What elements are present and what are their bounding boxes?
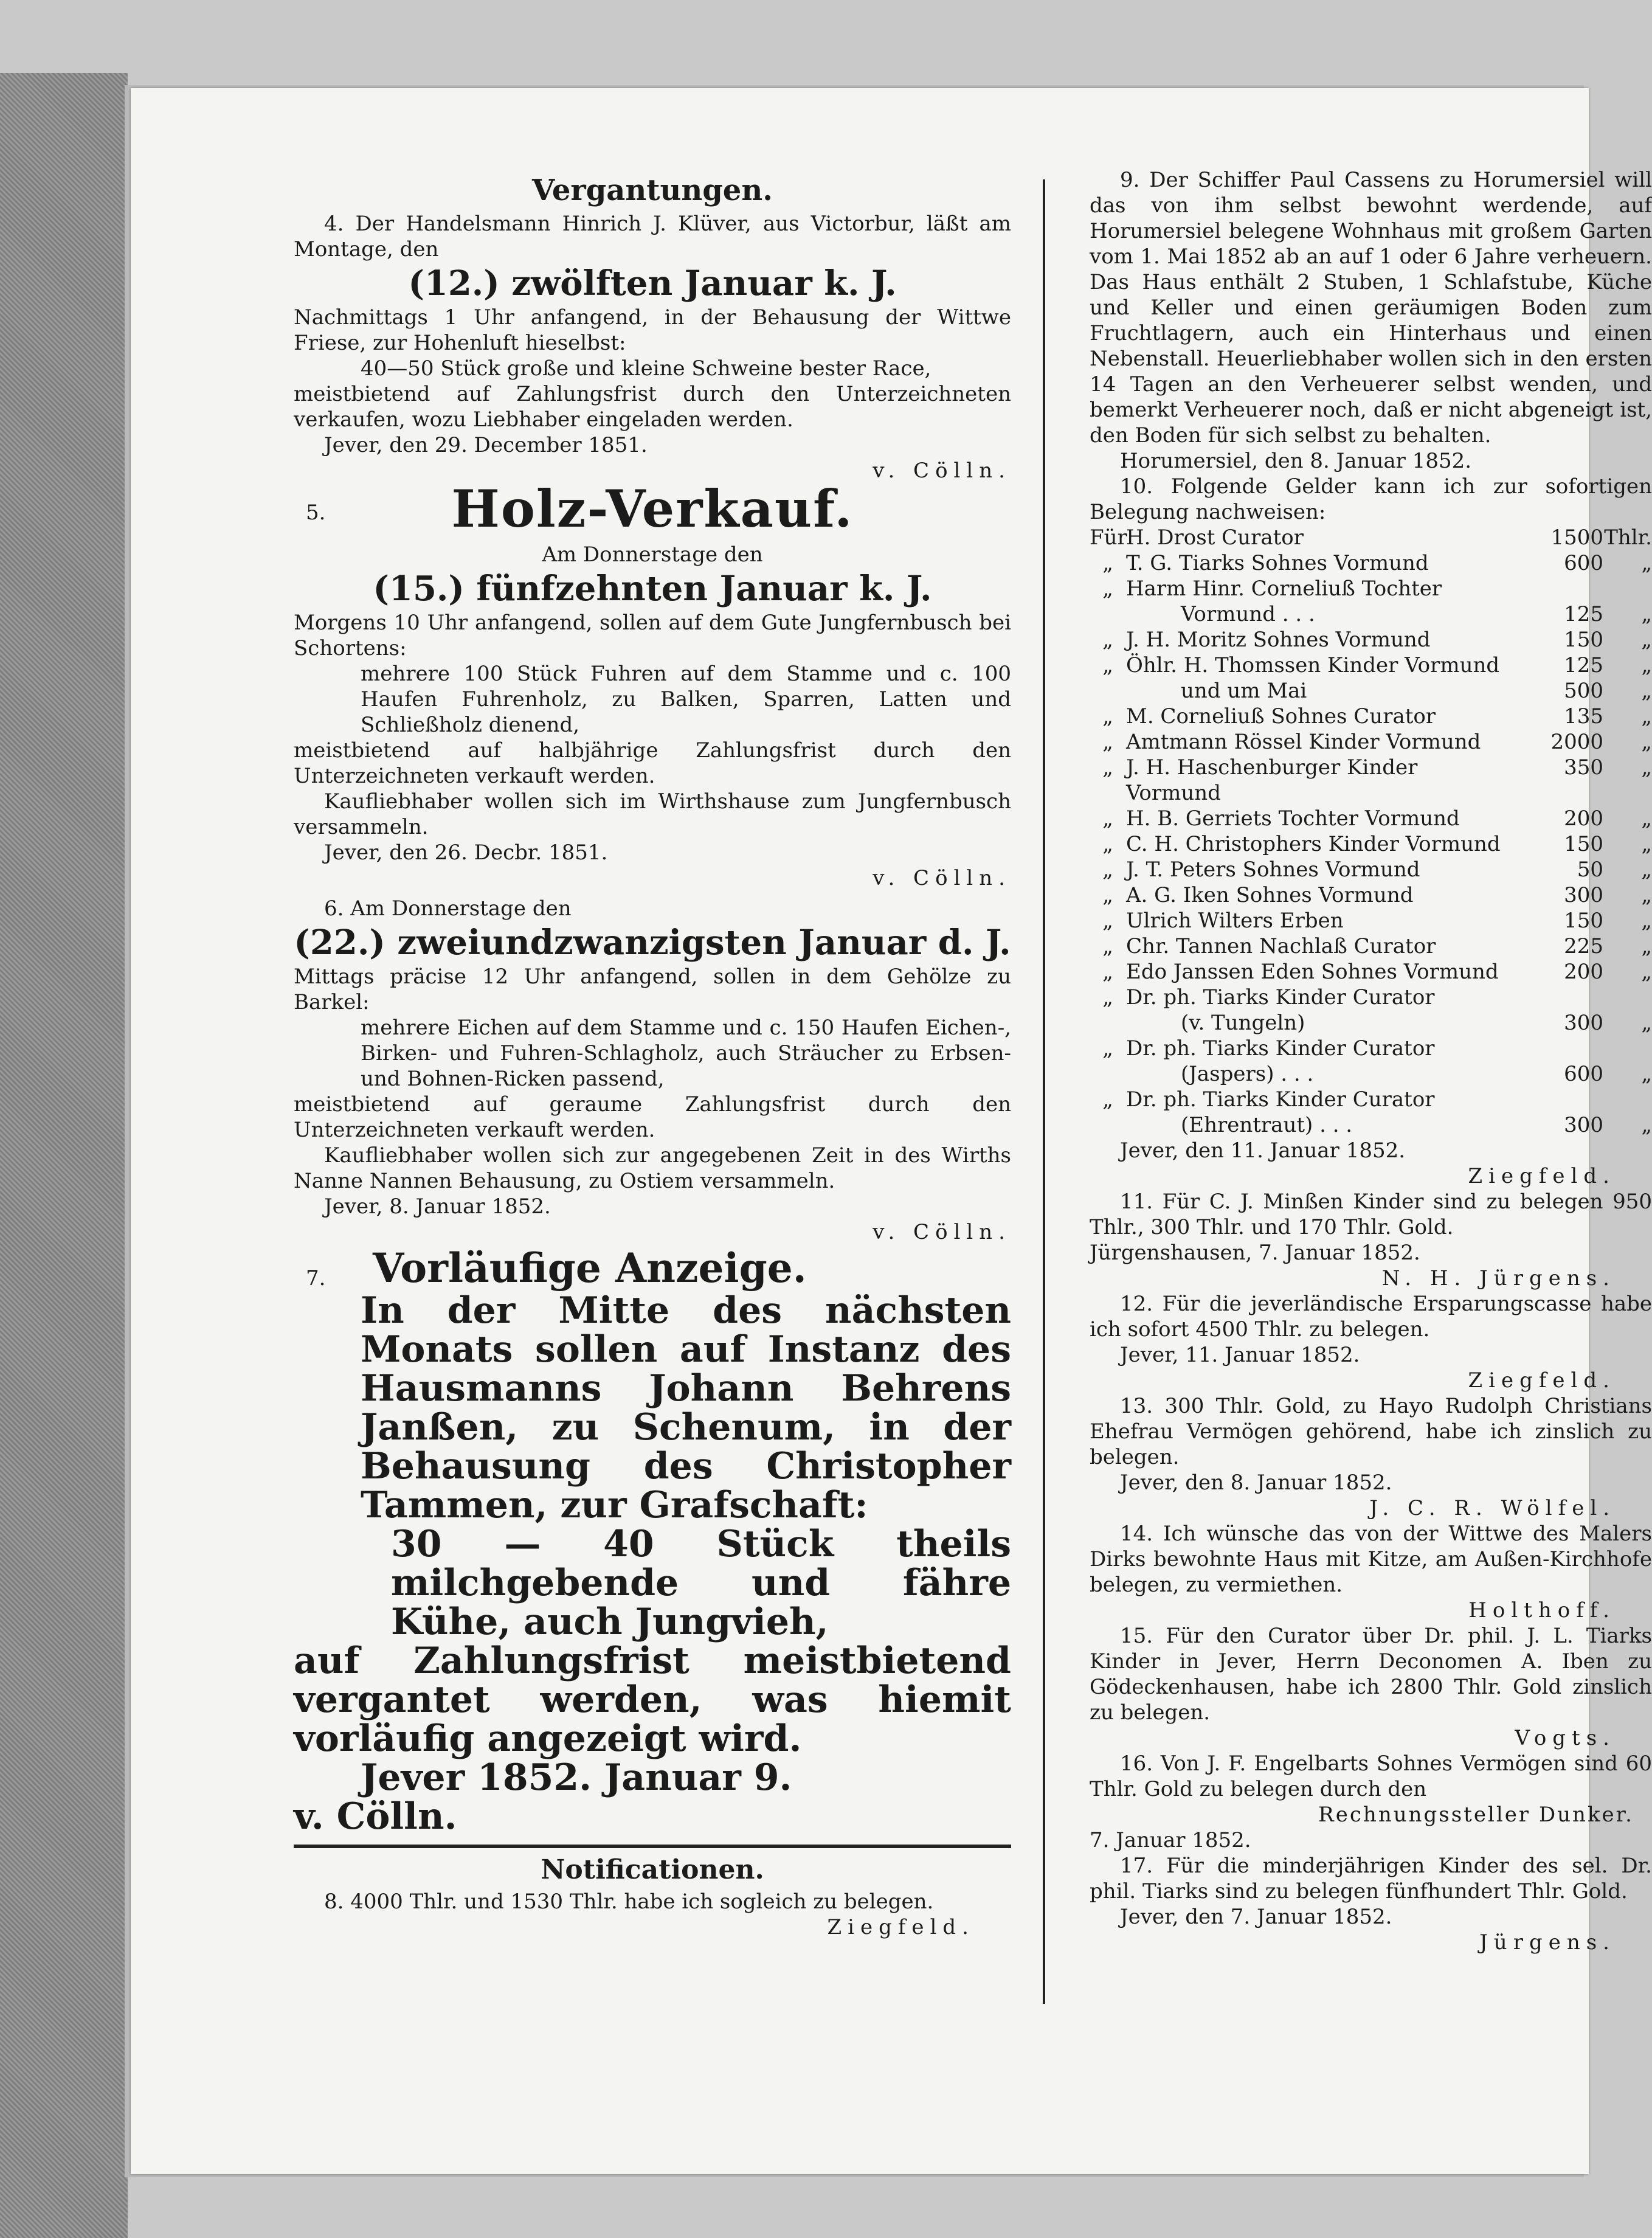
money-row-name: M. Corneliuß Sohnes Curator — [1126, 704, 1436, 729]
money-row-amount: 600 — [1564, 1062, 1603, 1086]
money-row-name: Harm Hinr. Corneliuß Tochter — [1126, 577, 1442, 601]
money-row-amount: 125 — [1564, 602, 1603, 626]
item-13-text: 13. 300 Thlr. Gold, zu Hayo Rudolph Christians Ehefrau Vermögen gehörend, habe ich zinslich zu belegen. — [1090, 1394, 1652, 1469]
money-row — [1090, 1061, 1652, 1087]
item-4-line-3: meistbietend auf Zahlungsfrist durch den Unterzeichneten verkaufen, wozu Liebhaber eingeladen werden. — [294, 382, 1011, 432]
item-11-text: 11. Für C. J. Minßen Kinder sind zu belegen 950 Thlr., 300 Thlr. und 170 Thlr. Gold. — [1090, 1190, 1652, 1239]
left-column — [294, 167, 1011, 1940]
money-row-name: Chr. Tannen Nachlaß Curator — [1126, 934, 1436, 958]
money-row-name: H. Drost Curator — [1126, 525, 1304, 550]
money-row — [1090, 755, 1652, 806]
money-row — [1090, 959, 1652, 985]
money-row-name: (Jaspers) . . . — [1181, 1062, 1314, 1086]
item-11-signature: N. H. Jürgens. — [1381, 1266, 1616, 1290]
item-6-line-3: meistbietend auf geraume Zahlungsfrist durch den Unterzeichneten verkauft werden. — [294, 1092, 1011, 1142]
money-row — [1090, 576, 1652, 601]
money-row-unit: „ — [1641, 653, 1652, 677]
item-12-signature: Ziegfeld. — [1468, 1368, 1616, 1393]
money-row-unit: „ — [1641, 755, 1652, 780]
money-row-amount: 150 — [1564, 832, 1603, 856]
money-row-name: Edo Janssen Eden Sohnes Vormund — [1126, 960, 1499, 984]
item-6-place-date: Jever, 8. Januar 1852. — [324, 1194, 551, 1219]
money-row — [1090, 1010, 1652, 1036]
money-row — [1090, 831, 1652, 857]
money-row-unit: „ — [1641, 806, 1652, 831]
money-row-name: Dr. ph. Tiarks Kinder Curator — [1126, 985, 1435, 1010]
item-8-text: 8. 4000 Thlr. und 1530 Thlr. habe ich sogleich zu belegen. — [324, 1890, 934, 1914]
item-4-intro: 4. Der Handelsmann Hinrich J. Klüver, aus Victorbur, läßt am Montage, den — [294, 212, 1011, 262]
money-row — [1090, 908, 1652, 934]
money-row-amount: 300 — [1564, 883, 1603, 907]
item-7-line-2: 30 — 40 Stück theils milchgebende und fähre Kühe, auch Jungvieh, — [391, 1523, 1011, 1643]
money-row — [1090, 882, 1652, 908]
money-row-unit — [1603, 576, 1652, 601]
money-row-amount: 200 — [1564, 960, 1603, 984]
money-row-name: J. H. Haschenburger Kinder Vormund — [1126, 755, 1418, 805]
money-row-name: Öhlr. H. Thomssen Kinder Vormund — [1126, 653, 1500, 677]
item-4-line-2: 40—50 Stück große und kleine Schweine bester Race, — [361, 356, 931, 381]
money-row-quote: „ — [1102, 704, 1113, 729]
item-6-intro: 6. Am Donnerstage den — [324, 896, 572, 921]
money-row-quote: „ — [1102, 755, 1113, 780]
money-row-quote: „ — [1102, 653, 1113, 677]
item-15-text: 15. Für den Curator über Dr. phil. J. L. Tiarks Kinder in Jever, Herrn Deconomen A. Iben zu Gödeckenhausen, habe ich 2800 Thlr. Gold zinslich zu belegen. — [1090, 1624, 1652, 1725]
money-row-name: Ulrich Wilters Erben — [1126, 909, 1344, 933]
money-row-quote: „ — [1102, 857, 1113, 882]
item-17-text: 17. Für die minderjährigen Kinder des sel. Dr. phil. Tiarks sind zu belegen fünfhundert Thlr. Gold. — [1090, 1854, 1652, 1904]
money-row-amount — [1518, 1036, 1603, 1061]
item-12-text: 12. Für die jeverländische Ersparungscasse habe ich sofort 4500 Thlr. zu belegen. — [1090, 1292, 1652, 1342]
item-6-signature: v. Cölln. — [873, 1220, 1011, 1244]
money-row — [1090, 678, 1652, 704]
money-row-amount: 500 — [1564, 679, 1603, 703]
section-title-vergantungen: Vergantungen. — [532, 173, 773, 207]
money-row-name: J. T. Peters Sohnes Vormund — [1126, 857, 1420, 882]
item-5-line-3: meistbietend auf halbjährige Zahlungsfrist durch den Unterzeichneten verkauft werden. — [294, 738, 1011, 788]
money-row — [1090, 601, 1652, 627]
item-4-line-1: Nachmittags 1 Uhr anfangend, in der Behausung der Wittwe Friese, zur Hohenluft hieselbst: — [294, 305, 1011, 355]
money-row-amount: 300 — [1564, 1011, 1603, 1035]
money-list — [1090, 525, 1652, 1138]
right-column — [1090, 167, 1652, 1955]
item-5-place-date: Jever, den 26. Decbr. 1851. — [324, 840, 608, 865]
item-15-signature: Vogts. — [1515, 1726, 1616, 1750]
money-row-quote: „ — [1102, 909, 1113, 933]
money-row — [1090, 653, 1652, 678]
money-row-unit: „ — [1641, 857, 1652, 882]
item-10-signature: Ziegfeld. — [1468, 1164, 1616, 1188]
money-row-unit: „ — [1641, 1062, 1652, 1086]
item-5-line-4: Kaufliebhaber wollen sich im Wirthshause zum Jungfernbusch versammeln. — [294, 789, 1011, 839]
money-row-amount: 150 — [1564, 909, 1603, 933]
money-row-quote: „ — [1102, 960, 1113, 984]
money-row-amount: 150 — [1564, 628, 1603, 652]
item-5-signature: v. Cölln. — [873, 866, 1011, 890]
money-row-amount — [1518, 576, 1603, 601]
money-row-quote: „ — [1102, 934, 1113, 958]
money-row — [1090, 627, 1652, 653]
money-row-quote — [1090, 1010, 1126, 1036]
money-row-name: T. G. Tiarks Sohnes Vormund — [1126, 551, 1429, 575]
money-row-amount: 225 — [1564, 934, 1603, 958]
money-row-amount: 135 — [1564, 704, 1603, 729]
item-12-place-date: Jever, 11. Januar 1852. — [1120, 1343, 1360, 1367]
item-14-signature: Holthoff. — [1468, 1598, 1616, 1623]
money-row-quote: „ — [1102, 1087, 1113, 1112]
item-16-text: 16. Von J. F. Engelbarts Sohnes Vermögen sind 60 Thlr. Gold zu belegen durch den — [1090, 1751, 1652, 1801]
item-16-signature: Rechnungssteller Dunker. — [1318, 1803, 1634, 1827]
item-10-place-date: Jever, den 11. Januar 1852. — [1120, 1138, 1406, 1163]
item-5-intro: Am Donnerstage den — [542, 542, 763, 567]
money-row-name: C. H. Christophers Kinder Vormund — [1126, 832, 1501, 856]
money-row-unit — [1603, 1087, 1652, 1112]
money-row-unit — [1603, 985, 1652, 1010]
money-row — [1090, 525, 1652, 550]
money-row — [1090, 704, 1652, 729]
item-14-text: 14. Ich wünsche das von der Wittwe des Malers Dirks bewohnte Haus mit Kitze, am Außen-Kirchhofe belegen, zu vermiethen. — [1090, 1522, 1652, 1597]
money-row-unit: „ — [1641, 628, 1652, 652]
money-row-unit: „ — [1641, 679, 1652, 703]
money-row-amount — [1518, 1087, 1603, 1112]
money-row-name: Dr. ph. Tiarks Kinder Curator — [1126, 1087, 1435, 1112]
money-row-quote: „ — [1102, 832, 1113, 856]
item-5-line-1: Morgens 10 Uhr anfangend, sollen auf dem Gute Jungfernbusch bei Schortens: — [294, 611, 1011, 660]
money-row — [1090, 1087, 1652, 1112]
money-row-amount: 300 — [1564, 1113, 1603, 1137]
item-11-place-date: Jürgenshausen, 7. Januar 1852. — [1090, 1241, 1420, 1265]
money-row-quote: „ — [1102, 628, 1113, 652]
money-row — [1090, 857, 1652, 882]
item-10-intro: 10. Folgende Gelder kann ich zur sofortigen Belegung nachweisen: — [1090, 474, 1652, 524]
money-row-quote — [1090, 678, 1126, 704]
item-16-date: 7. Januar 1852. — [1090, 1828, 1251, 1852]
money-row-amount: 50 — [1577, 857, 1603, 882]
item-17-signature: Jürgens. — [1479, 1930, 1616, 1955]
item-4-date: (12.) zwölften Januar k. J. — [408, 263, 897, 303]
money-row-amount: 200 — [1564, 806, 1603, 831]
money-row-amount: 600 — [1564, 551, 1603, 575]
money-row-quote: „ — [1102, 985, 1113, 1010]
item-5-number: 5. — [306, 501, 326, 525]
money-row-name: (v. Tungeln) — [1181, 1011, 1305, 1035]
money-row-quote — [1090, 1112, 1126, 1138]
money-row — [1090, 985, 1652, 1010]
money-row-unit: „ — [1641, 960, 1652, 984]
item-6-line-1: Mittags präcise 12 Uhr anfangend, sollen in dem Gehölze zu Barkel: — [294, 965, 1011, 1014]
money-row-unit: „ — [1641, 730, 1652, 754]
money-row-amount: 1500 — [1550, 525, 1603, 550]
money-row-quote: „ — [1102, 577, 1113, 601]
money-row-amount: 125 — [1564, 653, 1603, 677]
money-row-unit — [1603, 1036, 1652, 1061]
money-row-unit: Thlr. — [1604, 525, 1652, 550]
section-separator — [294, 1845, 1011, 1848]
money-row-unit: „ — [1641, 551, 1652, 575]
money-row-quote: „ — [1102, 551, 1113, 575]
item-6-date: (22.) zweiundzwanzigsten Januar d. J. — [294, 923, 1011, 963]
item-4-signature: v. Cölln. — [873, 459, 1011, 483]
money-row-unit: „ — [1641, 934, 1652, 958]
item-17-place-date: Jever, den 7. Januar 1852. — [1120, 1905, 1392, 1929]
money-row-unit: „ — [1641, 1113, 1652, 1137]
book-binding-edge — [0, 73, 128, 2238]
item-5-line-2: mehrere 100 Stück Fuhren auf dem Stamme und c. 100 Haufen Fuhrenholz, zu Balken, Sparren, Latten und Schließholz dienend, — [361, 662, 1011, 737]
item-13-signature: J. C. R. Wölfel. — [1369, 1496, 1616, 1520]
money-row-name: Vormund . . . — [1181, 602, 1315, 626]
money-row — [1090, 806, 1652, 831]
item-13-place-date: Jever, den 8. Januar 1852. — [1120, 1471, 1392, 1495]
money-row-name: J. H. Moritz Sohnes Vormund — [1126, 628, 1431, 652]
money-row-name: und um Mai — [1181, 679, 1307, 703]
money-row-quote: „ — [1102, 730, 1113, 754]
money-row-unit: „ — [1641, 832, 1652, 856]
item-7-number: 7. — [306, 1266, 326, 1290]
money-row-quote: „ — [1102, 806, 1113, 831]
column-rule — [1043, 179, 1045, 2004]
item-6-line-2: mehrere Eichen auf dem Stamme und c. 150 Haufen Eichen-, Birken- und Fuhren-Schlagholz, auch Sträucher zu Erbsen- und Bohnen-Ricken passend, — [361, 1016, 1011, 1091]
item-4-place-date: Jever, den 29. December 1851. — [324, 433, 648, 457]
money-row-name: A. G. Iken Sohnes Vormund — [1126, 883, 1414, 907]
item-7-signature: v. Cölln. — [294, 1795, 457, 1838]
item-6-line-4: Kaufliebhaber wollen sich zur angegebenen Zeit in des Wirths Nanne Nannen Behausung, zu Ostiem versammeln. — [294, 1143, 1011, 1193]
money-row-amount: 2000 — [1550, 730, 1603, 754]
item-5-title: Holz-Verkauf. — [451, 479, 854, 539]
money-row — [1090, 934, 1652, 959]
money-row-unit: „ — [1641, 602, 1652, 626]
item-9-text: 9. Der Schiffer Paul Cassens zu Horumersiel will das von ihm selbst bewohnt werdende, auf Horumersiel belegene Wohnhaus mit großem Garten vom 1. Mai 1852 ab an auf 1 oder 6 Jahre verheuern. Das Haus enthält 2 Stuben, 1 Schlafstube, Küche und Keller und einen geräumigen Boden zum Fruchtlagern, auch ein Hinterhaus und einen Nebenstall. Heuerliebhaber wollen sich in den ersten 14 Tagen an den Verheuerer selbst wenden, und bemerkt Verheuerer noch, daß er nicht abgeneigt ist, den Boden für sich selbst zu behalten. — [1090, 168, 1652, 448]
money-row-unit: „ — [1641, 1011, 1652, 1035]
item-7-place-date: Jever 1852. Januar 9. — [361, 1756, 792, 1799]
item-7-line-1: In der Mitte des nächsten Monats sollen auf Instanz des Hausmanns Johann Behrens Janßen, zu Schenum, in der Behausung des Christopher Tammen, zur Grafschaft: — [361, 1289, 1011, 1526]
money-row-amount: 350 — [1564, 755, 1603, 780]
money-row-quote: „ — [1102, 883, 1113, 907]
item-7-line-3: auf Zahlungsfrist meistbietend vergantet werden, was hiemit vorläufig angezeigt wird. — [294, 1640, 1011, 1760]
money-row-quote — [1090, 601, 1126, 627]
money-row — [1090, 550, 1652, 576]
money-row — [1090, 1036, 1652, 1061]
money-row-amount — [1518, 985, 1603, 1010]
money-row-name: H. B. Gerriets Tochter Vormund — [1126, 806, 1460, 831]
money-row-unit: „ — [1641, 909, 1652, 933]
money-row-quote: Für — [1090, 525, 1127, 550]
money-row-quote — [1090, 1061, 1126, 1087]
item-9-place-date: Horumersiel, den 8. Januar 1852. — [1120, 449, 1472, 473]
item-5-date: (15.) fünfzehnten Januar k. J. — [373, 569, 932, 609]
money-row — [1090, 729, 1652, 755]
money-row-name: Dr. ph. Tiarks Kinder Curator — [1126, 1036, 1435, 1061]
item-7-title: Vorläufige Anzeige. — [373, 1244, 807, 1292]
money-row-name: (Ehrentraut) . . . — [1181, 1113, 1353, 1137]
money-row — [1090, 1112, 1652, 1138]
newspaper-page — [131, 88, 1652, 2174]
item-8-signature: Ziegfeld. — [827, 1915, 975, 1939]
money-row-quote: „ — [1102, 1036, 1113, 1061]
money-row-unit: „ — [1641, 883, 1652, 907]
section-title-notificationen: Notificationen. — [541, 1854, 764, 1885]
money-row-name: Amtmann Rössel Kinder Vormund — [1126, 730, 1481, 754]
money-row-unit: „ — [1641, 704, 1652, 729]
